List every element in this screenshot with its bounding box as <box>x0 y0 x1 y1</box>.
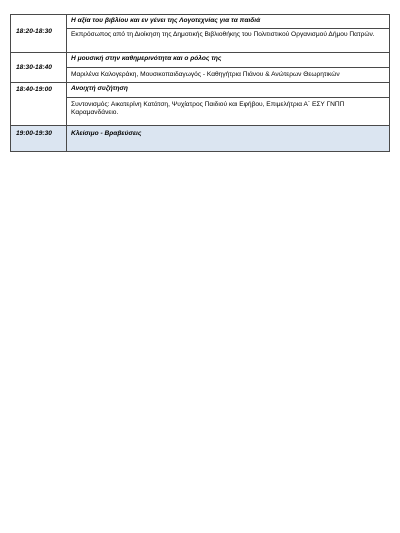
session-speaker: Συντονισμός: Αικατερίνη Κατάτση, Ψυχίατρος Παιδιού και Εφήβου, Επιμελήτρια Α΄ ΕΣΥ ΓΝΠΠ Καραμανδάνειο. <box>67 97 389 121</box>
session-cell <box>67 15 390 53</box>
session-title: Η αξία του βιβλίου και εν γένει της Λογοτεχνίας για τα παιδιά <box>71 17 261 24</box>
session-title: Η μουσική στην καθημερινότητα και ο ρόλος της <box>71 55 222 62</box>
session-cell <box>67 83 390 126</box>
time-slot: 18:20-18:30 <box>11 15 67 53</box>
session-cell <box>67 126 390 152</box>
session-speaker: Εκπρόσωπος από τη Διοίκηση της Δημοτικής Βιβλιοθήκης του Πολιτιστικού Οργανισμού Δήμου Πατρών. <box>67 28 389 42</box>
schedule-row <box>11 83 390 126</box>
time-slot: 18:40-19:00 <box>11 83 67 126</box>
schedule-row-closing <box>11 126 390 152</box>
program-schedule-table <box>10 14 390 152</box>
session-cell <box>67 53 390 83</box>
session-title: Κλείσιμο - Βραβεύσεις <box>71 130 142 137</box>
session-title: Ανοιχτή συζήτηση <box>71 85 128 92</box>
time-slot: 18:30-18:40 <box>11 53 67 83</box>
time-slot: 19:00-19:30 <box>11 126 67 152</box>
schedule-row <box>11 53 390 83</box>
session-speaker: Μαριλένα Καλογεράκη, Μουσικοπαιδαγωγός - Καθηγήτρια Πιάνου & Ανώτερων Θεωρητικών <box>67 67 389 82</box>
schedule-row <box>11 15 390 53</box>
